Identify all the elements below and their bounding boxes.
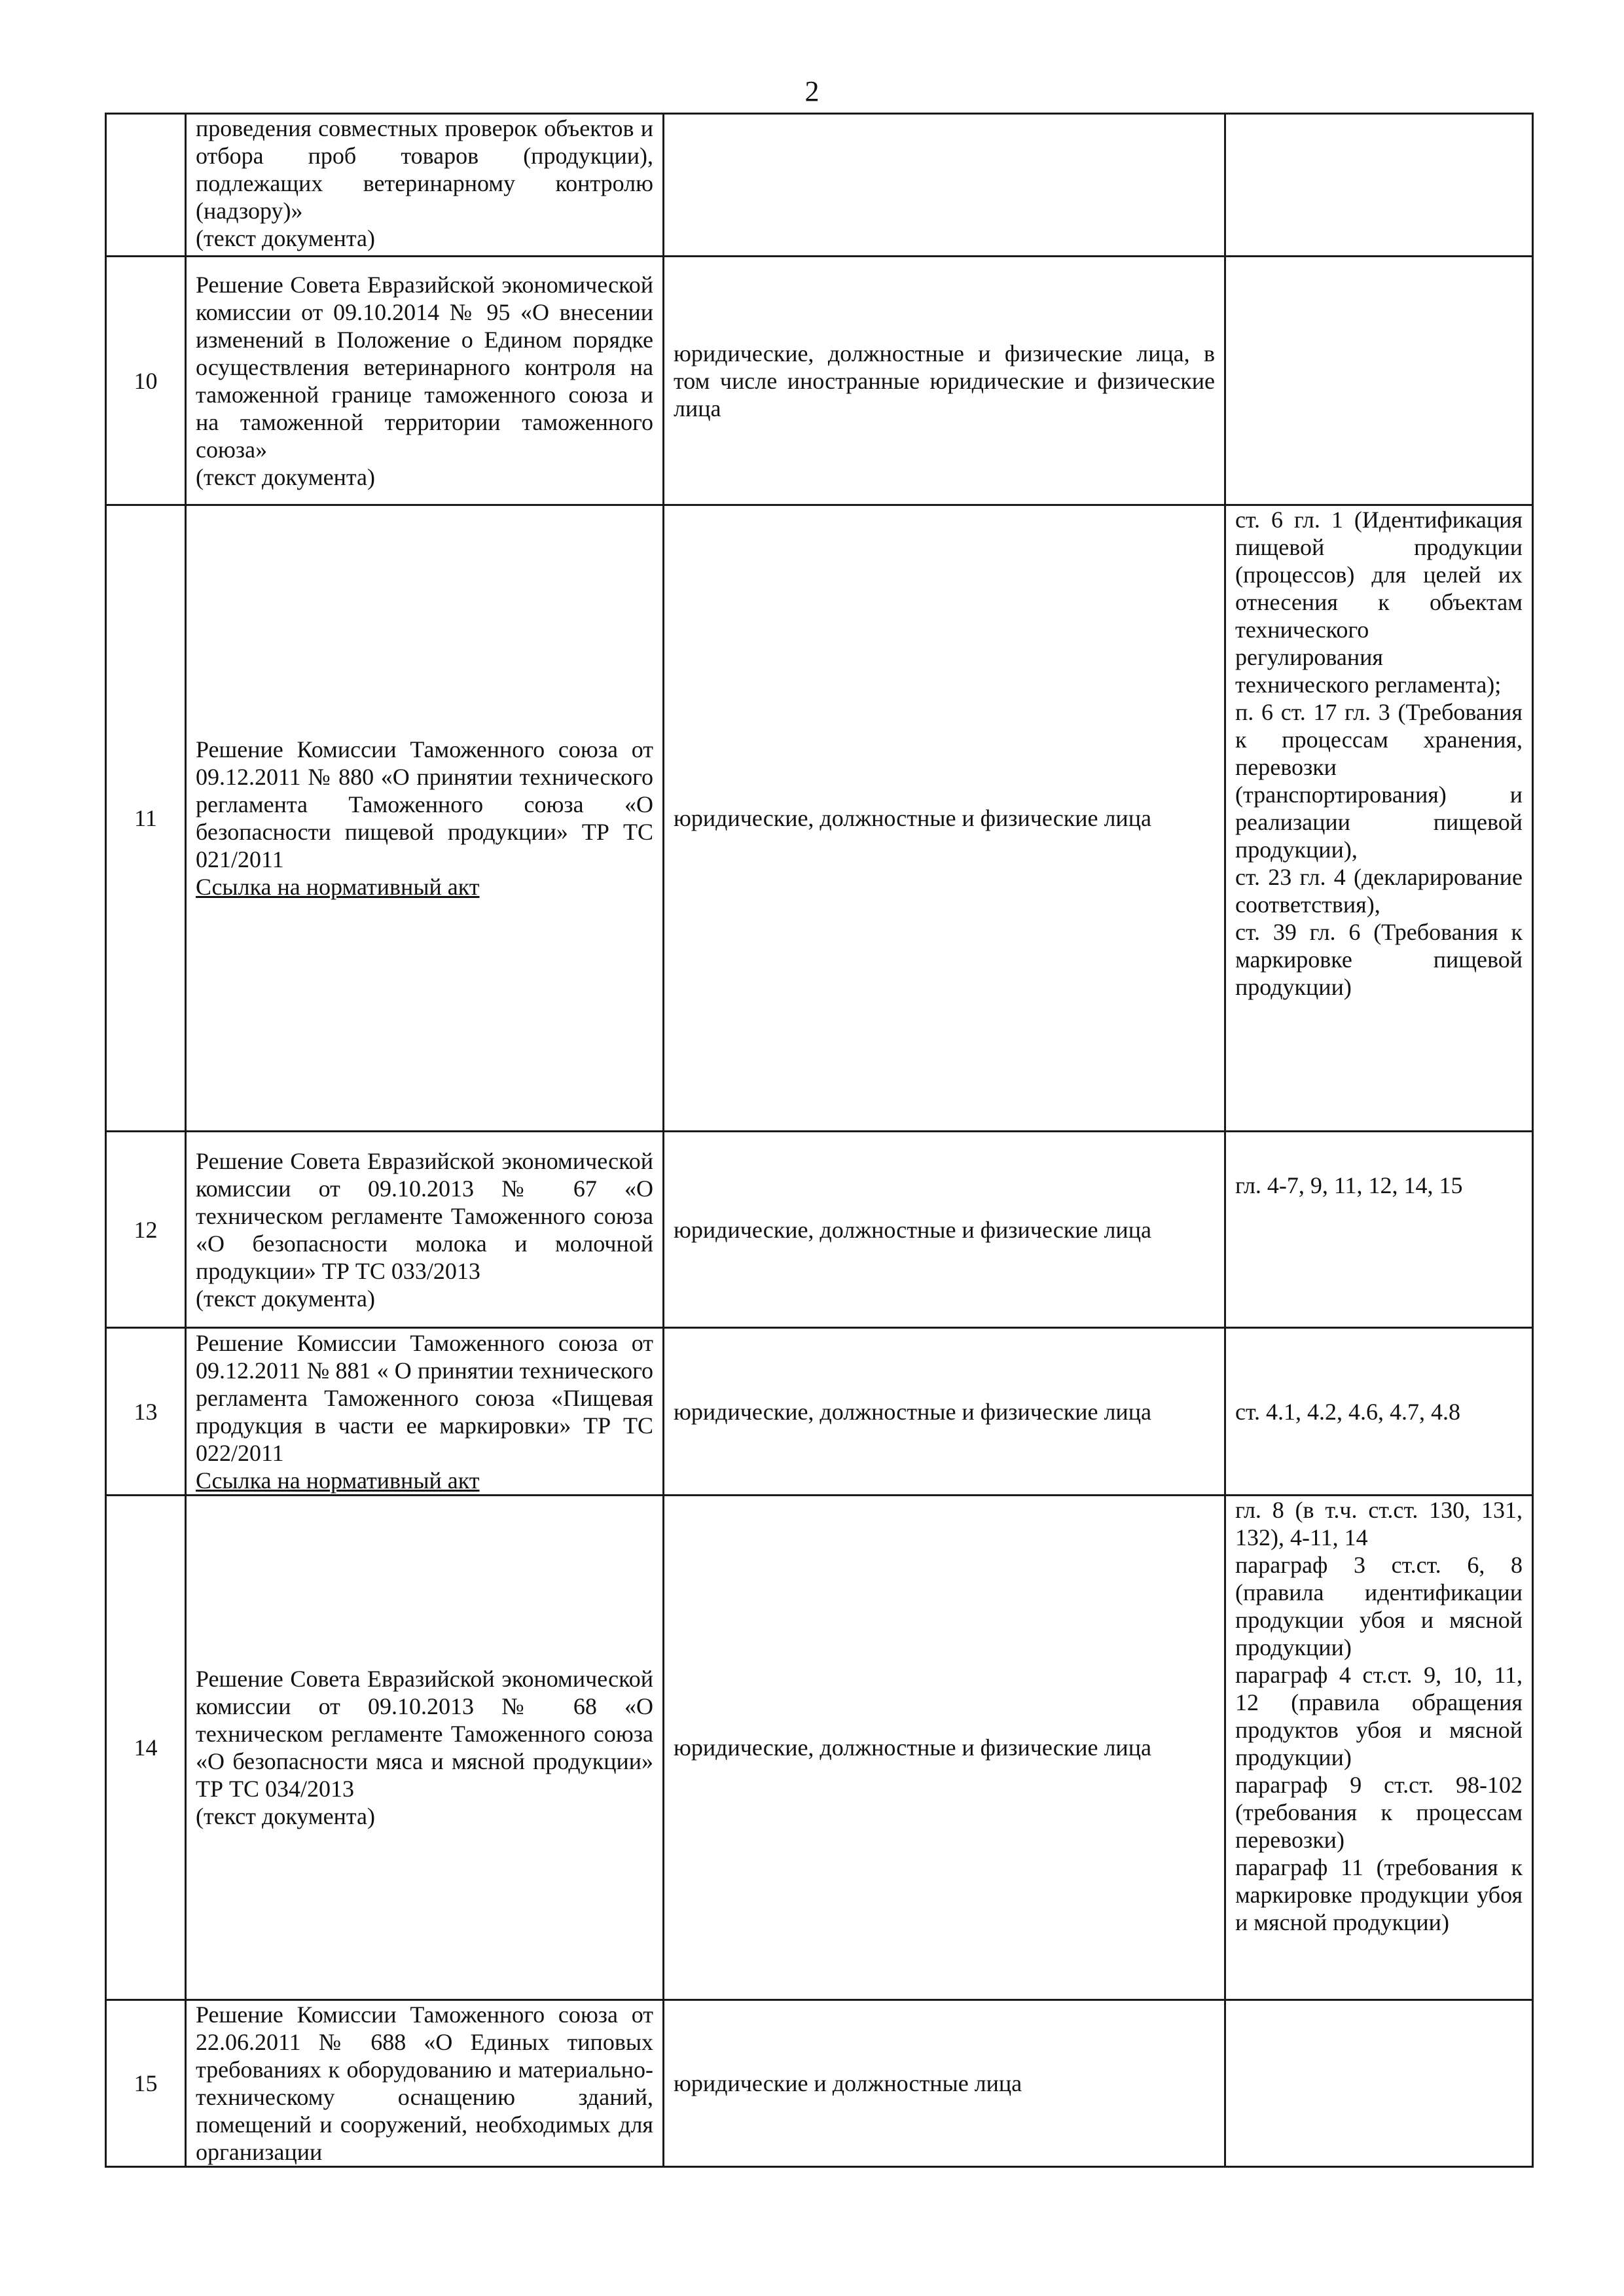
structural-units-cell <box>1225 505 1533 1132</box>
structural-unit: гл. 4-7, 9, 11, 12, 14, 15 <box>1235 1172 1463 1198</box>
structural-unit: ст. 6 гл. 1 (Идентификация пищевой продукции (процессов) для целей их отнесения к объектам технического регулирования технического регламента); <box>1235 507 1523 698</box>
structural-unit: п. 6 ст. 17 гл. 3 (Требования к процессам хранения, перевозки (транспортирования) и реализации пищевой продукции), <box>1235 699 1523 863</box>
structural-unit: параграф 9 ст.ст. 98-102 (требования к процессам перевозки) <box>1235 1772 1523 1853</box>
row-number <box>106 114 186 257</box>
subjects-cell: юридические, должностные и физические лица <box>664 1496 1225 2000</box>
subjects-cell: юридические, должностные и физические лица, в том числе иностранные юридические и физические лица <box>664 257 1225 505</box>
requirements-table <box>105 113 1534 2168</box>
table-row <box>106 257 1533 505</box>
legal-act-title: проведения совместных проверок объектов и отбора проб товаров (продукции), подлежащих ветеринарному контролю (надзору)» <box>196 115 653 224</box>
structural-units-cell <box>1225 1496 1533 2000</box>
row-number: 14 <box>106 1496 186 2000</box>
table-row <box>106 1496 1533 2000</box>
document-text-note: (текст документа) <box>196 1285 375 1312</box>
table-row <box>106 2000 1533 2167</box>
legal-act-cell <box>186 505 664 1132</box>
legal-act-cell <box>186 114 664 257</box>
structural-units-cell <box>1225 257 1533 505</box>
legal-act-title: Решение Комиссии Таможенного союза от 09.12.2011 № 881 « О принятии технического регламента Таможенного союза «Пищевая продукция в части ее маркировки» ТР ТС 022/2011 <box>196 1329 653 1466</box>
document-text-note: (текст документа) <box>196 463 375 490</box>
structural-unit: гл. 8 (в т.ч. ст.ст. 130, 131, 132), 4-11, 14 <box>1235 1497 1523 1551</box>
structural-unit: ст. 39 гл. 6 (Требования к маркировке пищевой продукции) <box>1235 919 1523 1000</box>
legal-act-title: Решение Совета Евразийской экономической комиссии от 09.10.2013 № 68 «О техническом регламенте Таможенного союза «О безопасности мяса и мясной продукции» ТР ТС 034/2013 <box>196 1666 653 1802</box>
table-row <box>106 1132 1533 1328</box>
row-number: 13 <box>106 1328 186 1496</box>
legal-act-link[interactable]: Ссылка на нормативный акт <box>196 1467 480 1494</box>
subjects-cell <box>664 114 1225 257</box>
legal-act-title: Решение Комиссии Таможенного союза от 09.12.2011 № 880 «О принятии технического регламента Таможенного союза «О безопасности пищевой продукции» ТР ТС 021/2011 <box>196 736 653 872</box>
legal-act-cell <box>186 2000 664 2167</box>
legal-act-cell <box>186 1328 664 1496</box>
structural-unit: параграф 11 (требования к маркировке продукции убоя и мясной продукции) <box>1235 1854 1523 1935</box>
document-text-note: (текст документа) <box>196 1803 375 1829</box>
table-row <box>106 505 1533 1132</box>
legal-act-cell <box>186 257 664 505</box>
row-number: 10 <box>106 257 186 505</box>
page-number: 2 <box>804 75 820 107</box>
subjects-cell: юридические, должностные и физические лица <box>664 1328 1225 1496</box>
structural-units-cell <box>1225 1132 1533 1328</box>
structural-unit: ст. 23 гл. 4 (декларирование соответствия), <box>1235 864 1523 918</box>
legal-act-title: Решение Комиссии Таможенного союза от 22.06.2011 № 688 «О Единых типовых требованиях к оборудованию и материально-техническому оснащению зданий, помещений и сооружений, необходимых для организации <box>196 2001 653 2165</box>
structural-units-cell <box>1225 114 1533 257</box>
legal-act-title: Решение Совета Евразийской экономической комиссии от 09.10.2013 № 67 «О техническом регламенте Таможенного союза «О безопасности молока и молочной продукции» ТР ТС 033/2013 <box>196 1147 653 1284</box>
table-row <box>106 1328 1533 1496</box>
legal-act-cell <box>186 1132 664 1328</box>
structural-unit: параграф 4 ст.ст. 9, 10, 11, 12 (правила обращения продуктов убоя и мясной продукции) <box>1235 1662 1523 1770</box>
row-number: 12 <box>106 1132 186 1328</box>
structural-unit: ст. 4.1, 4.2, 4.6, 4.7, 4.8 <box>1235 1398 1461 1425</box>
legal-act-cell <box>186 1496 664 2000</box>
row-number: 11 <box>106 505 186 1132</box>
subjects-cell: юридические и должностные лица <box>664 2000 1225 2167</box>
structural-units-cell <box>1225 1328 1533 1496</box>
legal-act-title: Решение Совета Евразийской экономической комиссии от 09.10.2014 № 95 «О внесении изменений в Положение о Едином порядке осуществления ветеринарного контроля на таможенной границе таможенного союза и на таможенной территории таможенного союза» <box>196 271 653 463</box>
legal-act-link[interactable]: Ссылка на нормативный акт <box>196 874 480 900</box>
subjects-cell: юридические, должностные и физические лица <box>664 505 1225 1132</box>
table-row <box>106 114 1533 257</box>
structural-unit: параграф 3 ст.ст. 6, 8 (правила идентификации продукции убоя и мясной продукции) <box>1235 1552 1523 1660</box>
structural-units-cell <box>1225 2000 1533 2167</box>
subjects-cell: юридические, должностные и физические лица <box>664 1132 1225 1328</box>
document-text-note: (текст документа) <box>196 225 375 251</box>
row-number: 15 <box>106 2000 186 2167</box>
